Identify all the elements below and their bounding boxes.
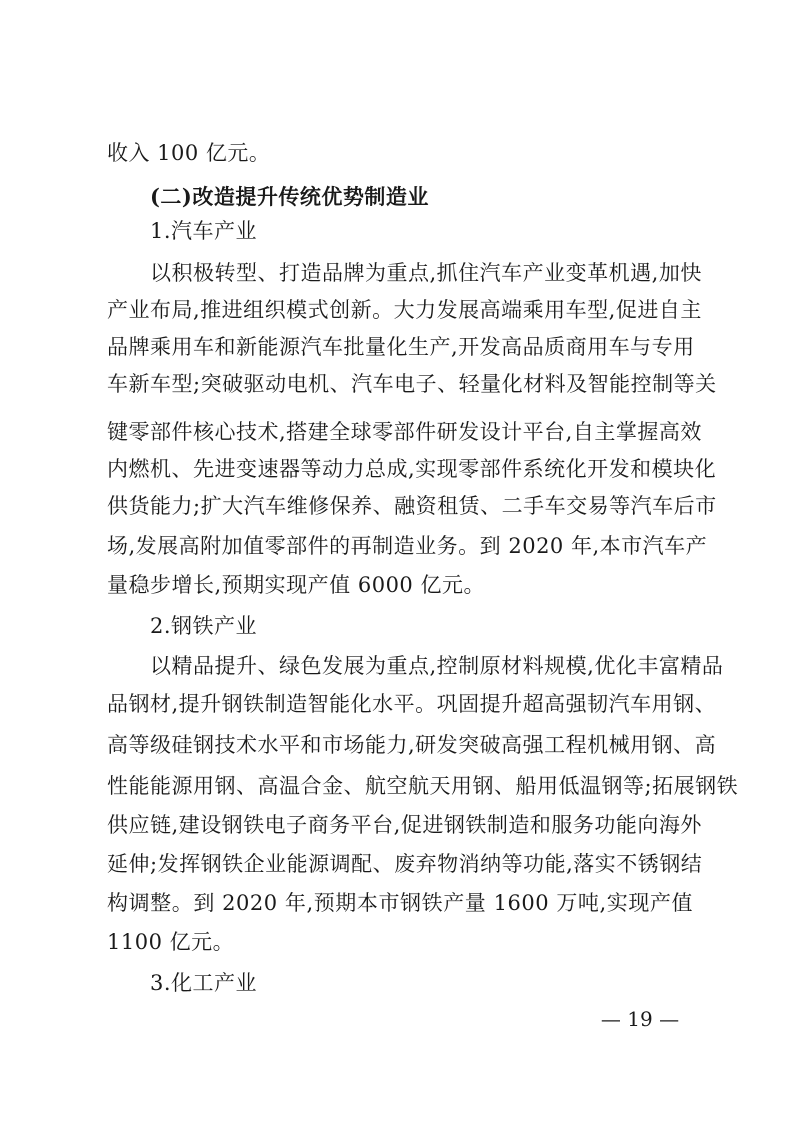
page-number: — 19 — bbox=[600, 1007, 680, 1031]
paragraph-line: 以积极转型、打造品牌为重点,抓住汽车产业变革机遇,加快 bbox=[150, 261, 702, 285]
section-heading: (二)改造提升传统优势制造业 bbox=[150, 184, 429, 209]
paragraph-line: 延伸;发挥钢铁企业能源调配、废弃物消纳等功能,落实不锈钢结 bbox=[107, 852, 703, 876]
subsection-heading: 3.化工产业 bbox=[150, 971, 258, 995]
paragraph-line: 收入 100 亿元。 bbox=[107, 141, 271, 165]
paragraph-line: 供应链,建设钢铁电子商务平台,促进钢铁制造和服务功能向海外 bbox=[107, 813, 702, 837]
paragraph-line: 产业布局,推进组织模式创新。大力发展高端乘用车型,促进自主 bbox=[107, 298, 702, 322]
paragraph-line: 场,发展高附加值零部件的再制造业务。到 2020 年,本市汽车产 bbox=[107, 534, 708, 558]
paragraph-line: 1100 亿元。 bbox=[107, 930, 235, 954]
subsection-heading: 2.钢铁产业 bbox=[150, 614, 258, 638]
paragraph-line: 以精品提升、绿色发展为重点,控制原材料规模,优化丰富精品 bbox=[150, 654, 724, 678]
paragraph-line: 内燃机、先进变速器等动力总成,实现零部件系统化开发和模块化 bbox=[107, 457, 717, 481]
paragraph-line: 性能能源用钢、高温合金、航空航天用钢、船用低温钢等;拓展钢铁 bbox=[107, 774, 739, 798]
paragraph-line: 高等级硅钢技术水平和市场能力,研发突破高强工程机械用钢、高 bbox=[107, 733, 717, 757]
subsection-heading: 1.汽车产业 bbox=[150, 219, 258, 243]
paragraph-line: 构调整。到 2020 年,预期本市钢铁产量 1600 万吨,实现产值 bbox=[107, 891, 693, 915]
paragraph-line: 键零部件核心技术,搭建全球零部件研发设计平台,自主掌握高效 bbox=[107, 420, 702, 444]
paragraph-line: 量稳步增长,预期实现产值 6000 亿元。 bbox=[107, 573, 485, 597]
paragraph-line: 供货能力;扩大汽车维修保养、融资租赁、二手车交易等汽车后市 bbox=[107, 494, 717, 518]
paragraph-line: 品牌乘用车和新能源汽车批量化生产,开发高品质商用车与专用 bbox=[107, 335, 695, 359]
paragraph-line: 车新车型;突破驱动电机、汽车电子、轻量化材料及智能控制等关 bbox=[107, 372, 717, 396]
paragraph-line: 品钢材,提升钢铁制造智能化水平。巩固提升超高强韧汽车用钢、 bbox=[107, 692, 717, 716]
